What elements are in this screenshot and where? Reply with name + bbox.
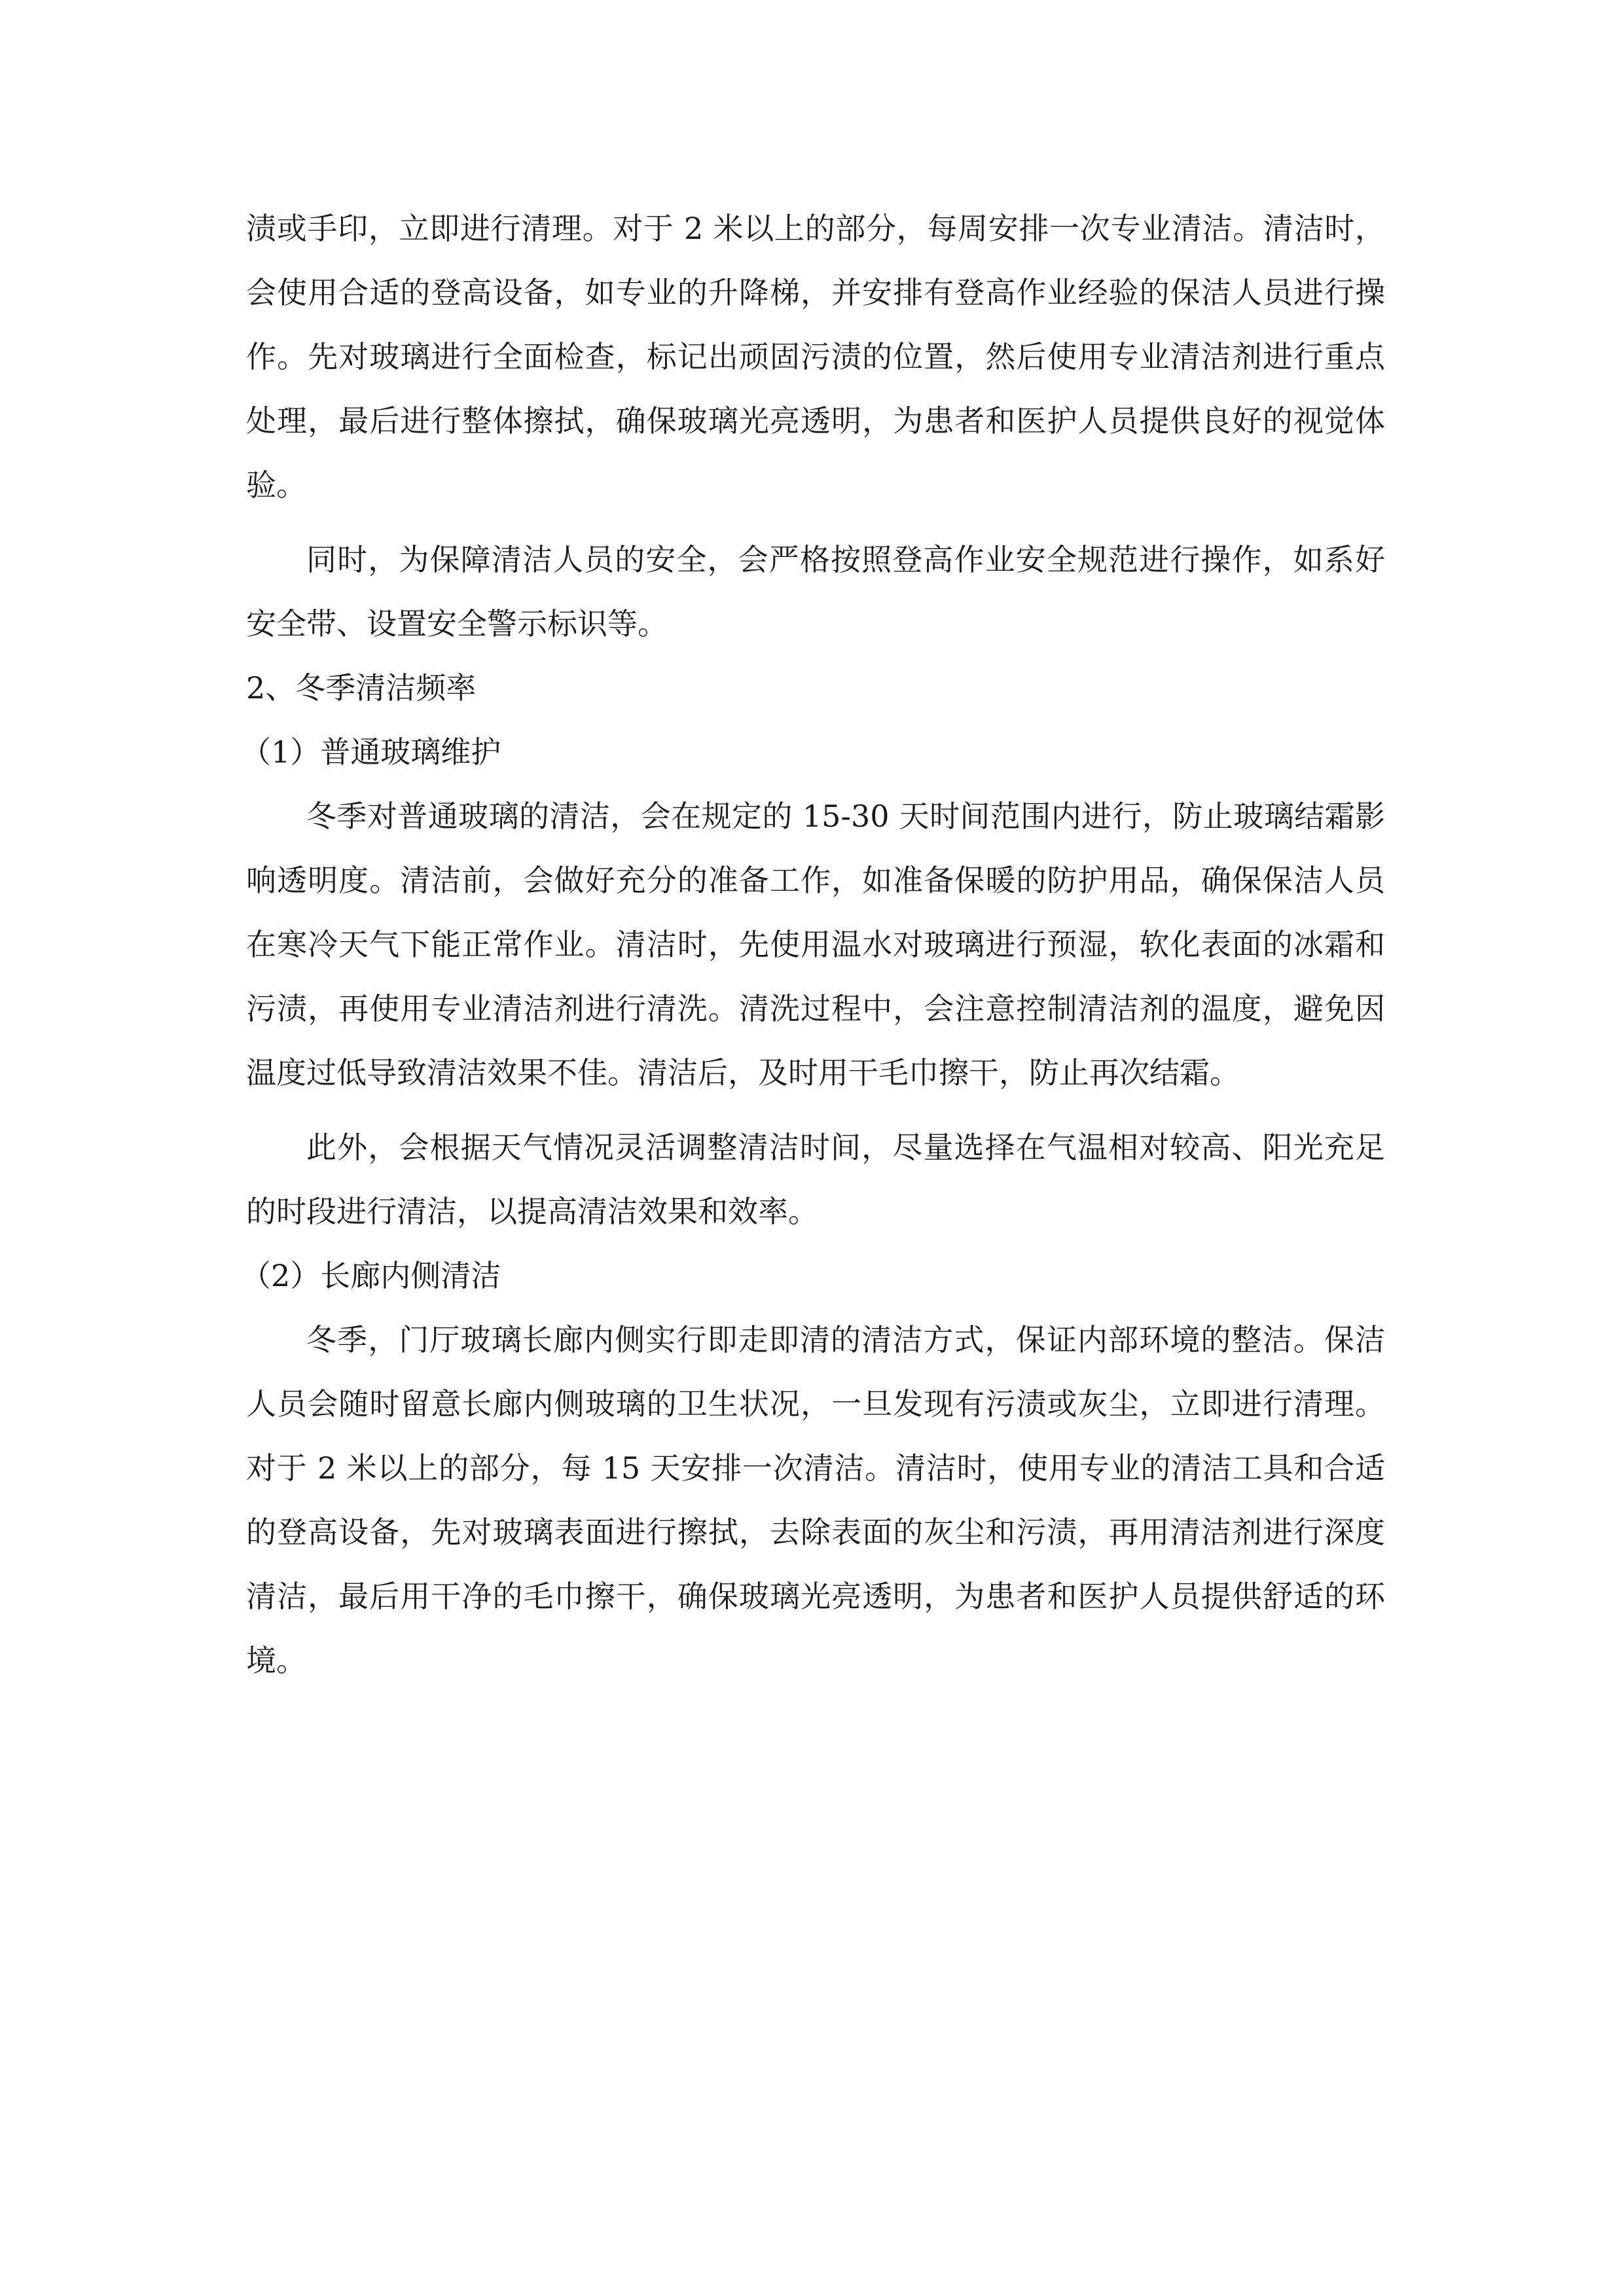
section-heading-winter: 2、冬季清洁频率 <box>246 670 477 706</box>
paragraph-ordinary-glass: 冬季对普通玻璃的清洁，会在规定的 15-30 天时间范围内进行，防止玻璃结霜影响透明度。清洁前，会做好充分的准备工作，如准备保暖的防护用品，确保保洁人员在寒冷天气下能正常作业。清洁时，先使用温水对玻璃进行预湿，软化表面的冰霜和污渍，再使用专业清洁剂进行清洗。清洗过程中，会注意控制清洁剂的温度，避免因温度过低导致清洁效果不佳。清洁后，及时用干毛巾擦干，防止再次结霜。 <box>246 798 1385 1090</box>
paragraph-corridor: 冬季，门厅玻璃长廊内侧实行即走即清的清洁方式，保证内部环境的整洁。保洁人员会随时留意长廊内侧玻璃的卫生状况，一旦发现有污渍或灰尘，立即进行清理。对于 2 米以上的部分，每 15 天安排一次清洁。清洁时，使用专业的清洁工具和合适的登高设备，先对玻璃表面进行擦拭，去除表面的灰尘和污渍，再用清洁剂进行深度清洁，最后用干净的毛巾擦干，确保玻璃光亮透明，为患者和医护人员提供舒适的环境。 <box>246 1322 1385 1678</box>
document-body <box>241 196 1385 1693</box>
paragraph-continued: 渍或手印，立即进行清理。对于 2 米以上的部分，每周安排一次专业清洁。清洁时，会使用合适的登高设备，如专业的升降梯，并安排有登高作业经验的保洁人员进行操作。先对玻璃进行全面检查，标记出顽固污渍的位置，然后使用专业清洁剂进行重点处理，最后进行整体擦拭，确保玻璃光亮透明，为患者和医护人员提供良好的视觉体验。 <box>246 211 1385 503</box>
paragraph-safety: 同时，为保障清洁人员的安全，会严格按照登高作业安全规范进行操作，如系好安全带、设置安全警示标识等。 <box>246 542 1385 641</box>
subsection-heading-corridor: （2）长廊内侧清洁 <box>241 1258 501 1293</box>
subsection-heading-ordinary-glass: （1）普通玻璃维护 <box>241 734 501 770</box>
paragraph-weather: 此外，会根据天气情况灵活调整清洁时间，尽量选择在气温相对较高、阳光充足的时段进行清洁，以提高清洁效果和效率。 <box>246 1130 1385 1229</box>
